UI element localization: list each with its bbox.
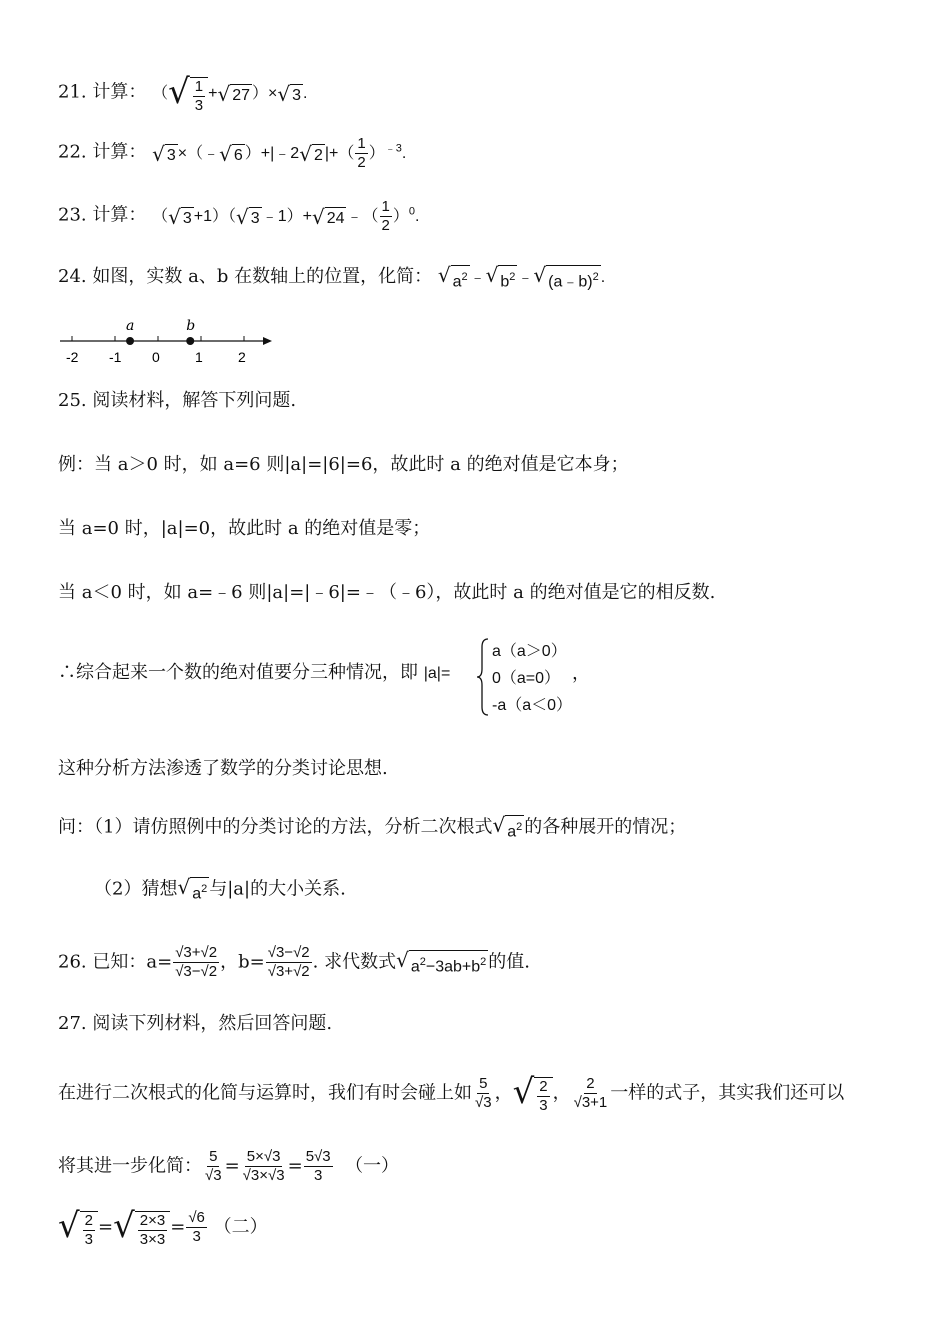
question-number: 24. [58,265,87,287]
question-text: 阅读下列材料，然后回答问题. [92,1013,333,1034]
q27-line2: 将其进一步化简： $\frac{5}{√3}$ = $\frac{5\times√3}{√3\times√3}$ = $\frac{5√3}{3}$ （一） [58,1148,400,1184]
frac-5-sqrt3: $\frac{5}{√3}$ [475,1075,492,1111]
question-number: 27. [58,1013,87,1034]
question-25-title [58,388,296,414]
q27-line3: √ $\frac{2}{3}$ = √ $\frac{2\times 3}{3\times 3}$ = $\frac{√6}{3}$ （二） [58,1206,268,1248]
q26-prefix: 已知：a= [92,951,173,973]
method-line: 这种分析方法渗透了数学的分类讨论思想. [58,758,388,779]
question-21 [58,72,308,115]
example-zero: 当 a=0 时，|a|=0，故此时 a 的绝对值是零； [58,518,431,539]
a-fraction: $\frac{√3+√2}{√3-√2}$ [175,944,218,980]
sqrt-2-3: √ $\frac{2}{3}$ [513,1072,553,1115]
question-verb: 计算： [92,141,147,163]
label-b: b [186,318,196,334]
abs-lhs: |a|= [423,665,451,682]
question-verb: 计算： [92,81,147,103]
ask-2-suffix: 与|a|的大小关系. [209,878,346,900]
tag-one: （一） [345,1155,400,1177]
sqrt-a2: √ $a^2$ [177,874,209,905]
ask-2 [94,874,346,905]
line1-suffix: 一样的式子，其实我们还可以 [610,1082,845,1104]
summary-suffix: ， [572,663,590,684]
q26-mid: . 求代数式 [312,951,397,973]
question-27-title [58,1011,332,1037]
question-number: 22. [58,141,87,163]
left-brace [476,637,490,717]
line2-text: 将其进一步化简： [58,1155,202,1177]
question-number: 23. [58,204,87,226]
question-number: 25. [58,390,87,411]
b-fraction: $\frac{√3-√2}{√3+√2}$ [267,944,310,980]
sqrt-a2: √ $a^2$ [492,812,524,843]
ask-1-suffix: 的各种展开的情况； [524,816,687,838]
question-number: 21. [58,81,87,103]
example-negative: 当 a＜0 时，如 a=﹣6 则|a|=|﹣6|=﹣（﹣6），故此时 a 的绝对值是它的相反数. [58,582,716,603]
line1-text: 在进行二次根式的化简与运算时，我们有时会碰上如 [58,1082,472,1104]
question-verb: 计算： [92,204,147,226]
tag-two: （二） [213,1216,268,1238]
ask-2-text: （2）猜想 [94,878,178,900]
formula: √ $a^2$ ﹣ √ $b^2$ ﹣ √ (a﹣b)$^2$ . [438,269,605,286]
example-positive: 例：当 a＞0 时，如 a=6 则|a|=|6|=6，故此时 a 的绝对值是它本身； [58,454,629,475]
number-line [58,314,278,370]
tick-label: 1 [195,349,203,365]
question-22 [58,135,406,172]
case-zero: 0（a=0） [492,670,561,687]
tick-label: -2 [66,349,79,365]
formula: √ 3 ×（﹣ √ 6 ）+|﹣2 √ 2 |+（ $\frac{1}{2}$ ）$^{﹣3}$. [152,135,407,171]
ask-1-text: 问：（1）请仿照例中的分类讨论的方法，分析二次根式 [58,816,493,838]
sqrt-expression: √ $a^2-3ab+b^2$ [396,947,488,978]
tick-label: 2 [238,349,246,365]
tick-label: 0 [152,349,160,365]
summary-text: ∴综合起来一个数的绝对值要分三种情况，即 [58,662,418,683]
q26-suffix: 的值. [488,951,531,973]
cases-list [492,638,572,719]
point-a [126,337,134,345]
point-b [186,337,194,345]
formula: （ √ $\frac{1}{3}$ + √ 27 ）× √ 3 . [152,72,308,114]
formula: （ √ 3 +1）（ √ 3 ﹣1）+ √ 24 ﹣（ $\frac{1}{2}$ ）$^0$. [152,198,420,234]
frac-2-sqrt3-plus1: $\frac{2}{√3+1}$ [573,1075,608,1111]
case-negative: -a（a＜0） [492,697,573,714]
question-number: 26. [58,951,87,973]
ask-1 [58,812,686,843]
label-a: a [126,318,135,334]
summary-line [58,660,450,687]
arrow-icon [263,337,272,345]
question-26 [58,944,530,981]
question-23 [58,198,419,235]
question-text: 如图，实数 a、b 在数轴上的位置，化简： [92,265,433,287]
tick-label: -1 [109,349,122,365]
question-24 [58,262,605,293]
question-text: 阅读材料，解答下列问题. [92,390,297,411]
q27-line1: 在进行二次根式的化简与运算时，我们有时会碰上如 $\frac{5}{√3}$ ， √ $\frac{2}{3}$ ， $\frac{2}{√3+1}$ 一样的式子，其实我们还可以 [58,1072,845,1114]
case-positive: a（a＞0） [492,643,567,660]
q26-b-prefix: ，b= [220,951,265,973]
